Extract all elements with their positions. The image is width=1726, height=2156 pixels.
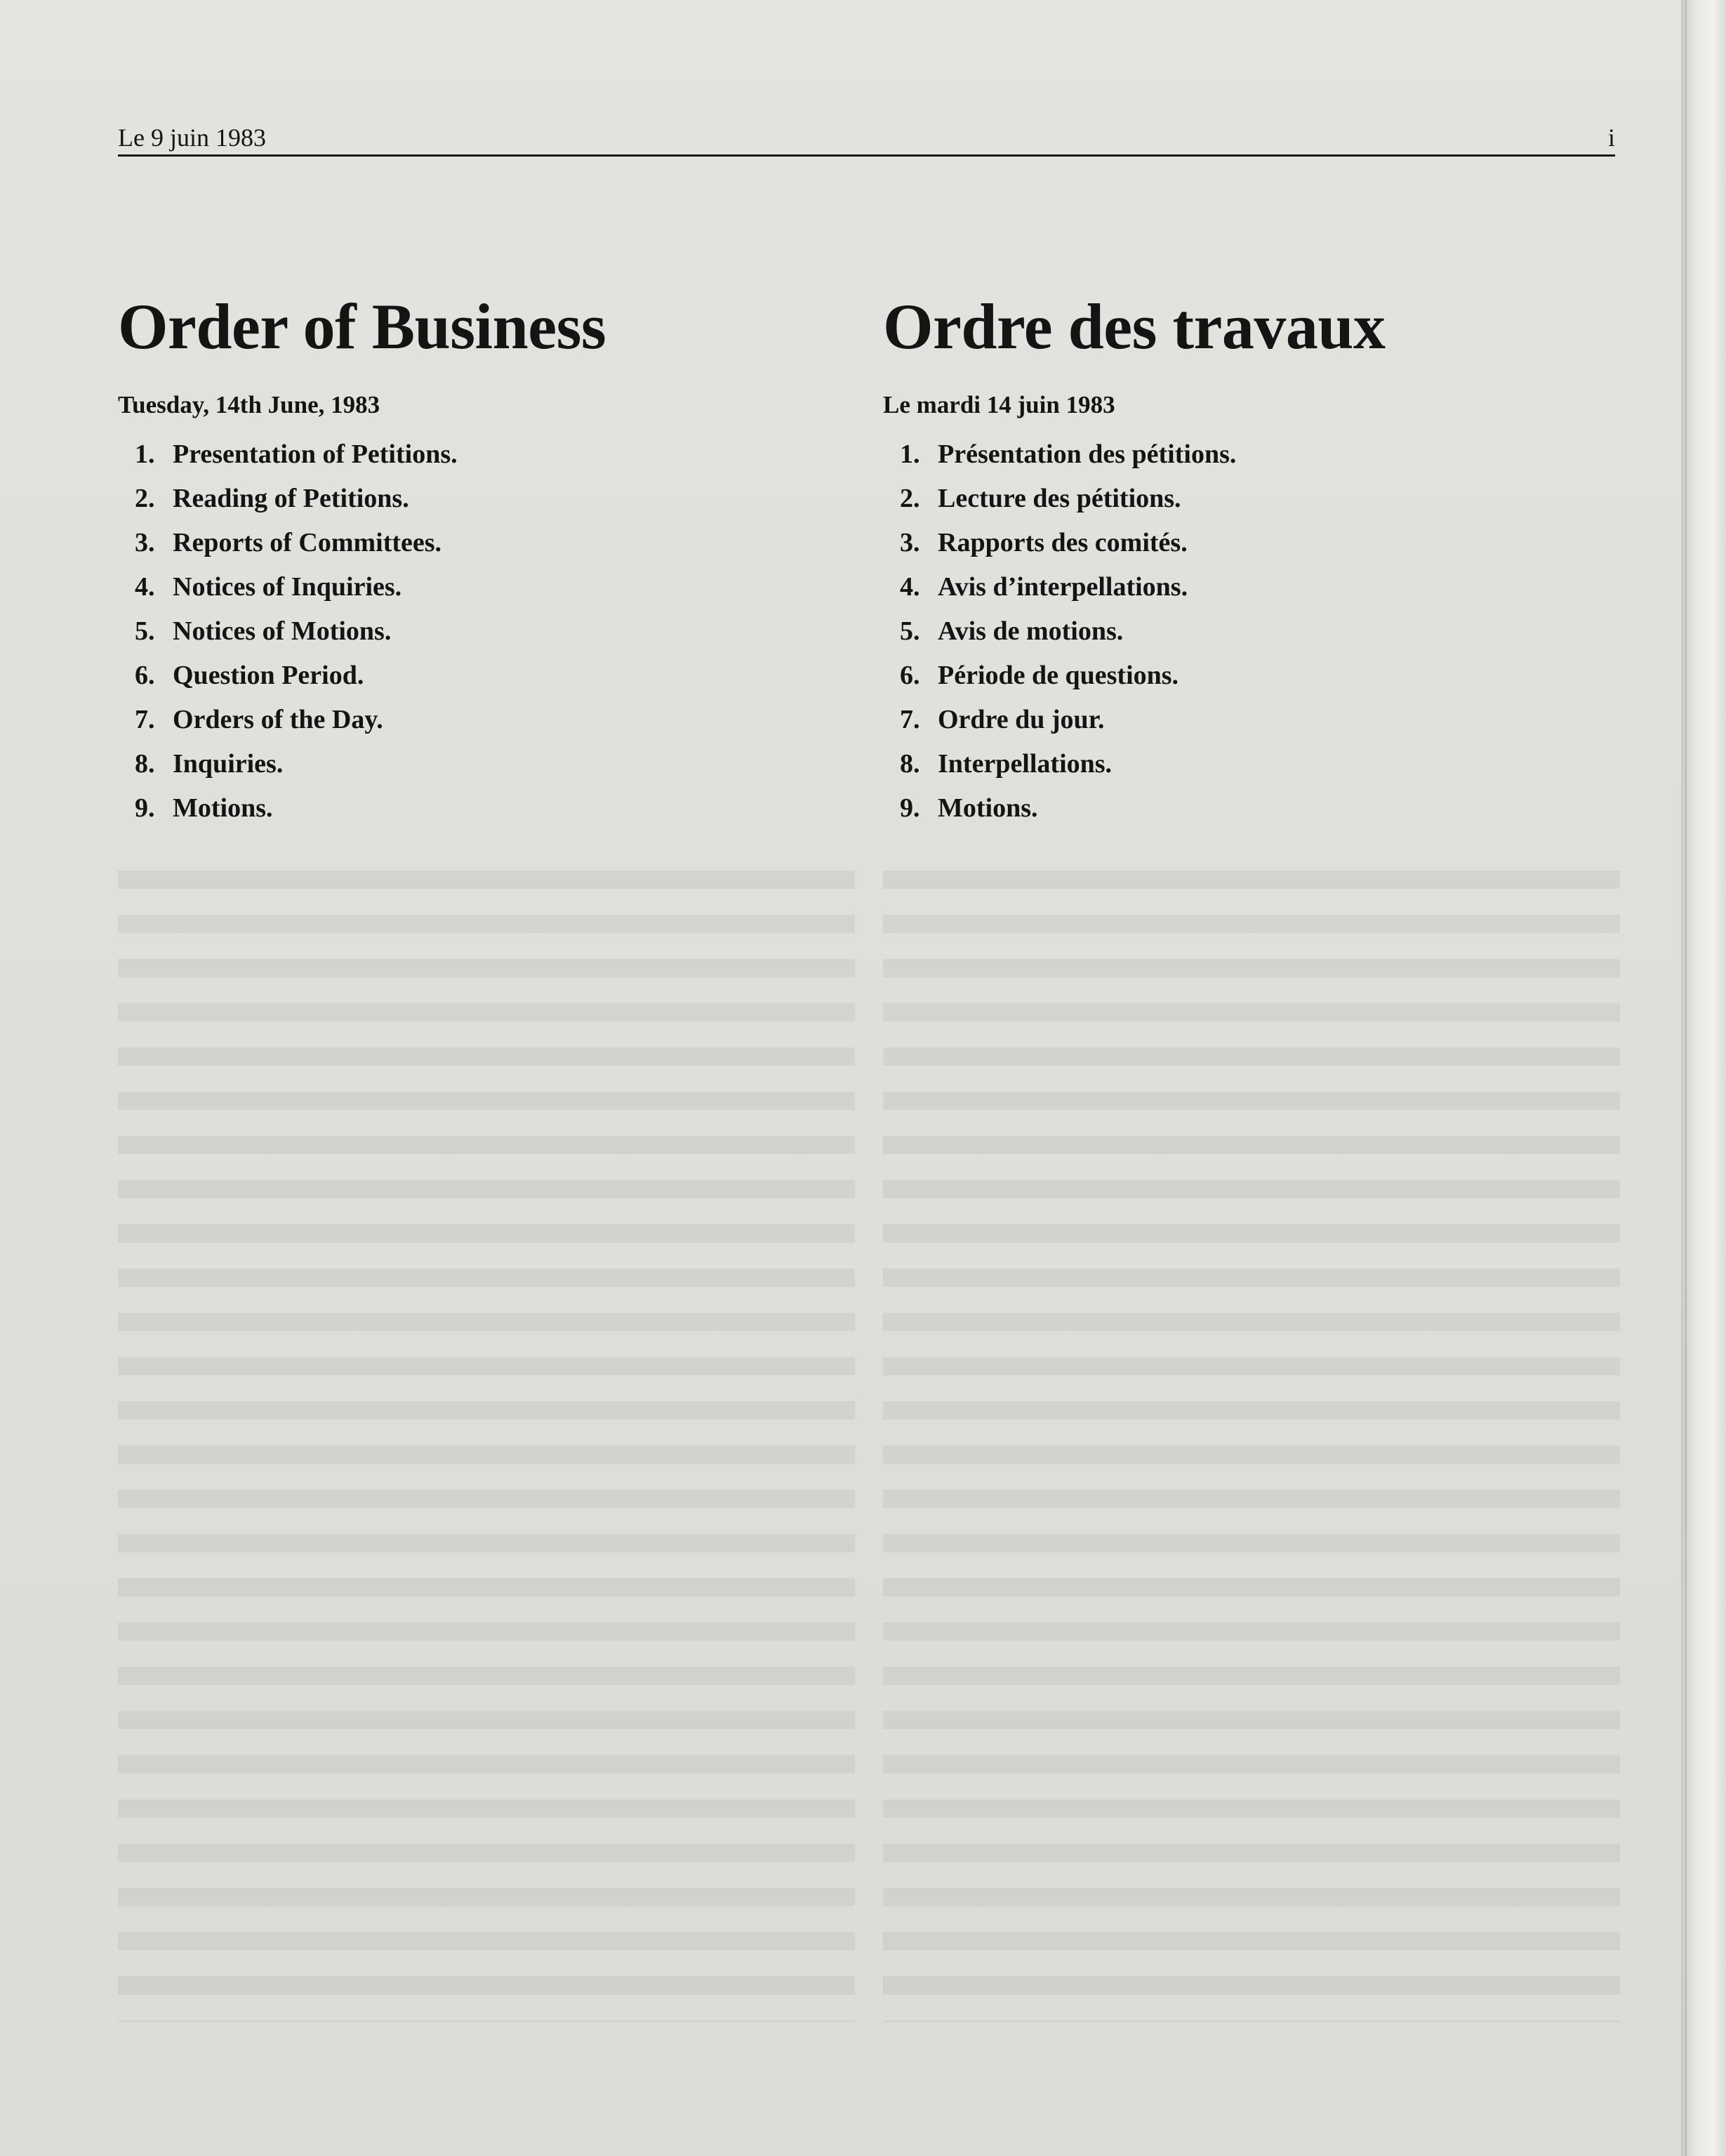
list-item xyxy=(135,477,855,521)
list-item xyxy=(900,432,1620,477)
item-number: 4. xyxy=(135,572,155,602)
list-item xyxy=(900,477,1620,521)
item-label: Présentation des pétitions. xyxy=(938,439,1237,469)
list-item xyxy=(900,786,1620,831)
list-item xyxy=(135,521,855,565)
item-label: Reports of Committees. xyxy=(173,528,442,557)
item-number: 9. xyxy=(900,793,920,823)
english-title: Order of Business xyxy=(118,291,606,362)
list-item xyxy=(135,432,855,477)
french-title: Ordre des travaux xyxy=(883,291,1386,362)
list-item xyxy=(135,742,855,786)
item-number: 8. xyxy=(135,749,155,779)
item-label: Notices of Motions. xyxy=(173,616,392,646)
list-item xyxy=(900,609,1620,654)
page-number: i xyxy=(1607,124,1615,152)
item-label: Orders of the Day. xyxy=(173,705,383,734)
item-number: 6. xyxy=(135,661,155,690)
list-item xyxy=(900,565,1620,609)
list-item xyxy=(135,609,855,654)
item-label: Interpellations. xyxy=(938,749,1113,779)
french-date: Le mardi 14 juin 1983 xyxy=(883,391,1115,418)
item-number: 1. xyxy=(135,439,155,469)
item-number: 5. xyxy=(135,616,155,646)
item-number: 5. xyxy=(900,616,920,646)
item-label: Avis de motions. xyxy=(938,616,1124,646)
item-number: 6. xyxy=(900,661,920,690)
header-rule xyxy=(118,154,1615,157)
item-label: Reading of Petitions. xyxy=(173,484,409,513)
item-label: Ordre du jour. xyxy=(938,705,1105,734)
page-edge xyxy=(1681,0,1726,2156)
list-item xyxy=(135,654,855,698)
item-label: Lecture des pétitions. xyxy=(938,484,1181,513)
item-label: Motions. xyxy=(938,793,1038,823)
show-through-right xyxy=(883,871,1620,2022)
english-date: Tuesday, 14th June, 1983 xyxy=(118,391,380,418)
item-label: Avis d’interpellations. xyxy=(938,572,1188,602)
item-number: 2. xyxy=(135,484,155,513)
item-number: 7. xyxy=(135,705,155,734)
running-header xyxy=(118,119,1615,156)
list-item xyxy=(900,742,1620,786)
header-date: Le 9 juin 1983 xyxy=(118,124,266,152)
list-item xyxy=(135,786,855,831)
item-number: 3. xyxy=(900,528,920,557)
show-through-left xyxy=(118,871,855,2022)
item-number: 8. xyxy=(900,749,920,779)
item-number: 9. xyxy=(135,793,155,823)
item-label: Notices of Inquiries. xyxy=(173,572,402,602)
item-label: Question Period. xyxy=(173,661,364,690)
english-column xyxy=(118,281,855,831)
list-item xyxy=(900,698,1620,742)
item-number: 4. xyxy=(900,572,920,602)
french-column xyxy=(883,281,1620,831)
list-item xyxy=(135,698,855,742)
item-label: Motions. xyxy=(173,793,273,823)
item-number: 3. xyxy=(135,528,155,557)
list-item xyxy=(900,521,1620,565)
item-label: Période de questions. xyxy=(938,661,1179,690)
item-number: 1. xyxy=(900,439,920,469)
item-label: Presentation of Petitions. xyxy=(173,439,458,469)
item-label: Inquiries. xyxy=(173,749,284,779)
list-item xyxy=(135,565,855,609)
item-label: Rapports des comités. xyxy=(938,528,1188,557)
french-order-list xyxy=(883,432,1620,831)
list-item xyxy=(900,654,1620,698)
item-number: 2. xyxy=(900,484,920,513)
item-number: 7. xyxy=(900,705,920,734)
english-order-list xyxy=(118,432,855,831)
